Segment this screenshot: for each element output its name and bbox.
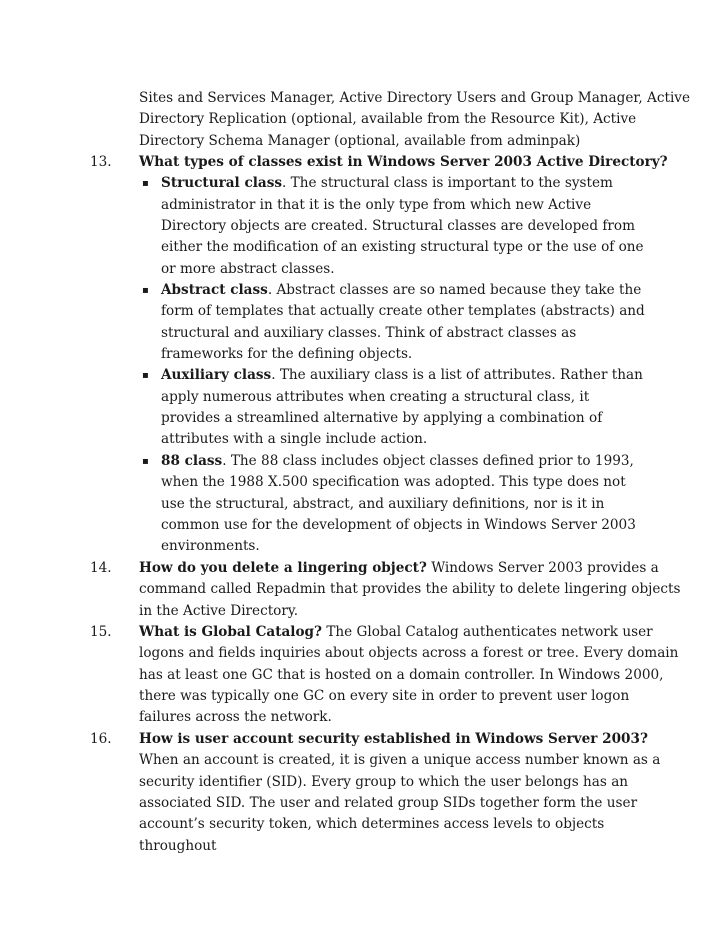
- bullet-icon: ▪: [142, 370, 149, 382]
- bullet-item-auxiliary: [139, 365, 685, 450]
- question-heading: What types of classes exist in Windows Server 2003 Active Directory?: [139, 154, 668, 170]
- bullet-text: . The auxiliary class is a list of attributes. Rather than apply numerous attributes when creating a structural class, it provides a streamlined alternative by applying a combination of attributes with a single include action.: [161, 367, 643, 448]
- item-number: 13.: [90, 154, 112, 170]
- bullet-icon: ▪: [142, 178, 149, 190]
- continuation-paragraph: [139, 88, 699, 152]
- bullet-item-88: [139, 451, 685, 558]
- question-heading: What is Global Catalog?: [139, 624, 322, 640]
- bullet-item-structural: [139, 173, 685, 280]
- list-item-14: [90, 558, 710, 622]
- item-body: [139, 729, 685, 857]
- continuation-text: Sites and Services Manager, Active Directory Users and Group Manager, Active Directory Replication (optional, available from the Resource Kit), Active Directory Schema Manager (optional, available from adminpak): [139, 90, 691, 149]
- item-number: 14.: [90, 560, 112, 576]
- item-number: 15.: [90, 624, 112, 640]
- list-item-16: [90, 729, 710, 857]
- list-item-13: [90, 152, 710, 558]
- item-body: [139, 622, 685, 729]
- item-body: [139, 558, 685, 622]
- list-item-15: [90, 622, 710, 729]
- answer-text: When an account is created, it is given a unique access number known as a security identifier (SID). Every group to which the user belongs has an associated SID. The user and related group SIDs together form the user account’s security token, which determines access levels to objects throughout: [139, 752, 661, 854]
- answer-text: The Global Catalog authenticates network user logons and fields inquiries about objects across a forest or tree. Every domain has at least one GC that is hosted on a domain controller. In Windows 2000, there was typically one GC on every site in order to prevent user logon failures across the network.: [139, 624, 679, 726]
- class-bullet-list: [139, 173, 685, 557]
- bullet-text: . The 88 class includes object classes defined prior to 1993, when the 1988 X.500 specification was adopted. This type does not use the structural, abstract, and auxiliary definitions, nor is it in common use for the development of objects in Windows Server 2003 environments.: [161, 452, 636, 555]
- item-number: 16.: [90, 731, 112, 747]
- bullet-term: Abstract class: [161, 282, 268, 299]
- question-heading: How do you delete a lingering object?: [139, 560, 427, 576]
- bullet-text: . The structural class is important to the system administrator in that it is the only type from which new Active Directory objects are created. Structural classes are developed from either the modification of an existing structural type or the use of one or more abstract classes.: [161, 175, 644, 277]
- bullet-icon: ▪: [142, 455, 149, 467]
- answer-text: Windows Server 2003 provides a command called Repadmin that provides the ability to delete lingering objects in the Active Directory.: [139, 560, 681, 619]
- bullet-term: 88 class: [161, 452, 223, 469]
- item-body: [139, 152, 685, 558]
- question-heading: How is user account security established in Windows Server 2003?: [139, 731, 648, 747]
- bullet-text: . Abstract classes are so named because they take the form of templates that actually create other templates (abstracts) and structural and auxiliary classes. Think of abstract classes as frameworks for the defining objects.: [161, 282, 645, 363]
- bullet-item-abstract: [139, 280, 685, 365]
- bullet-term: Auxiliary class: [161, 367, 272, 384]
- bullet-term: Structural class: [161, 175, 283, 192]
- bullet-icon: ▪: [142, 285, 149, 297]
